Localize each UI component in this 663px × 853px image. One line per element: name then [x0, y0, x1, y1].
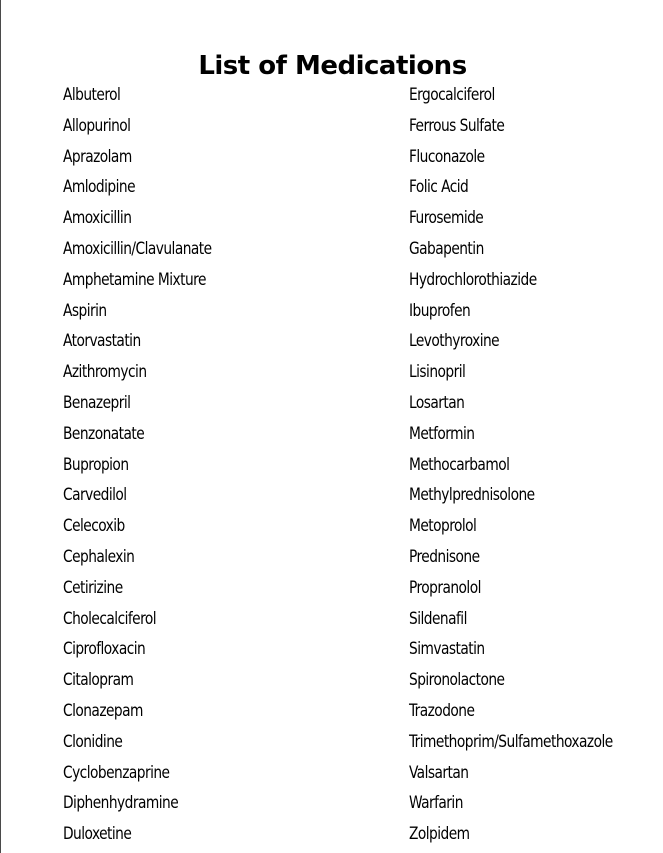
medication-item: Allopurinol — [63, 115, 131, 136]
medication-item: Citalopram — [63, 670, 134, 691]
medication-item: Ciprofloxacin — [63, 639, 146, 660]
medication-item: Cholecalciferol — [63, 608, 157, 629]
medication-item: Warfarin — [409, 793, 463, 814]
medication-item: Folic Acid — [409, 177, 469, 198]
medication-item: Benzonatate — [63, 423, 145, 444]
medication-item: Methylprednisolone — [409, 485, 535, 506]
medication-item: Albuterol — [63, 85, 121, 105]
medication-item: Amoxicillin — [63, 208, 132, 229]
medication-item: Ferrous Sulfate — [409, 115, 505, 136]
medication-item: Cetirizine — [63, 577, 123, 598]
medication-item: Atorvastatin — [63, 331, 141, 352]
medication-item: Zolpidem — [409, 824, 470, 845]
medication-item: Methocarbamol — [409, 454, 510, 475]
medication-item: Amlodipine — [63, 177, 135, 198]
medication-item: Furosemide — [409, 208, 484, 229]
medication-item: Clonazepam — [63, 700, 143, 721]
medication-item: Propranolol — [409, 577, 481, 598]
medication-item: Prednisone — [409, 546, 480, 567]
medication-item: Celecoxib — [63, 516, 125, 537]
medication-item: Benazepril — [63, 392, 131, 413]
medication-item: Trazodone — [409, 700, 475, 721]
medication-item: Lisinopril — [409, 362, 466, 383]
medication-item: Levothyroxine — [409, 331, 500, 352]
medication-item: Duloxetine — [63, 824, 132, 845]
medication-item: Amphetamine Mixture — [63, 269, 206, 290]
medication-item: Hydrochlorothiazide — [409, 269, 537, 290]
medication-item: Cephalexin — [63, 546, 135, 567]
medication-list-right — [409, 80, 659, 850]
medication-item: Ergocalciferol — [409, 85, 495, 105]
page-title: List of Medications — [198, 51, 467, 81]
medication-item: Gabapentin — [409, 238, 484, 259]
medication-item: Clonidine — [63, 731, 123, 752]
medication-item: Aspirin — [63, 300, 107, 321]
medication-item: Fluconazole — [409, 146, 485, 167]
medication-item: Spironolactone — [409, 670, 505, 691]
medication-list-left — [63, 80, 363, 850]
medication-item: Metformin — [409, 423, 475, 444]
medication-item: Ibuprofen — [409, 300, 471, 321]
medication-item: Simvastatin — [409, 639, 485, 660]
medication-item: Bupropion — [63, 454, 129, 475]
medication-item: Amoxicillin/Clavulanate — [63, 238, 212, 259]
medication-item: Trimethoprim/Sulfamethoxazole — [409, 731, 613, 752]
medication-item: Carvedilol — [63, 485, 127, 506]
medication-item: Losartan — [409, 392, 465, 413]
medication-item: Sildenafil — [409, 608, 467, 629]
medication-item: Azithromycin — [63, 362, 147, 383]
medication-item: Diphenhydramine — [63, 793, 179, 814]
medication-item: Cyclobenzaprine — [63, 762, 170, 783]
medication-item: Aprazolam — [63, 146, 132, 167]
medication-item: Metoprolol — [409, 516, 477, 537]
medication-item: Valsartan — [409, 762, 469, 783]
